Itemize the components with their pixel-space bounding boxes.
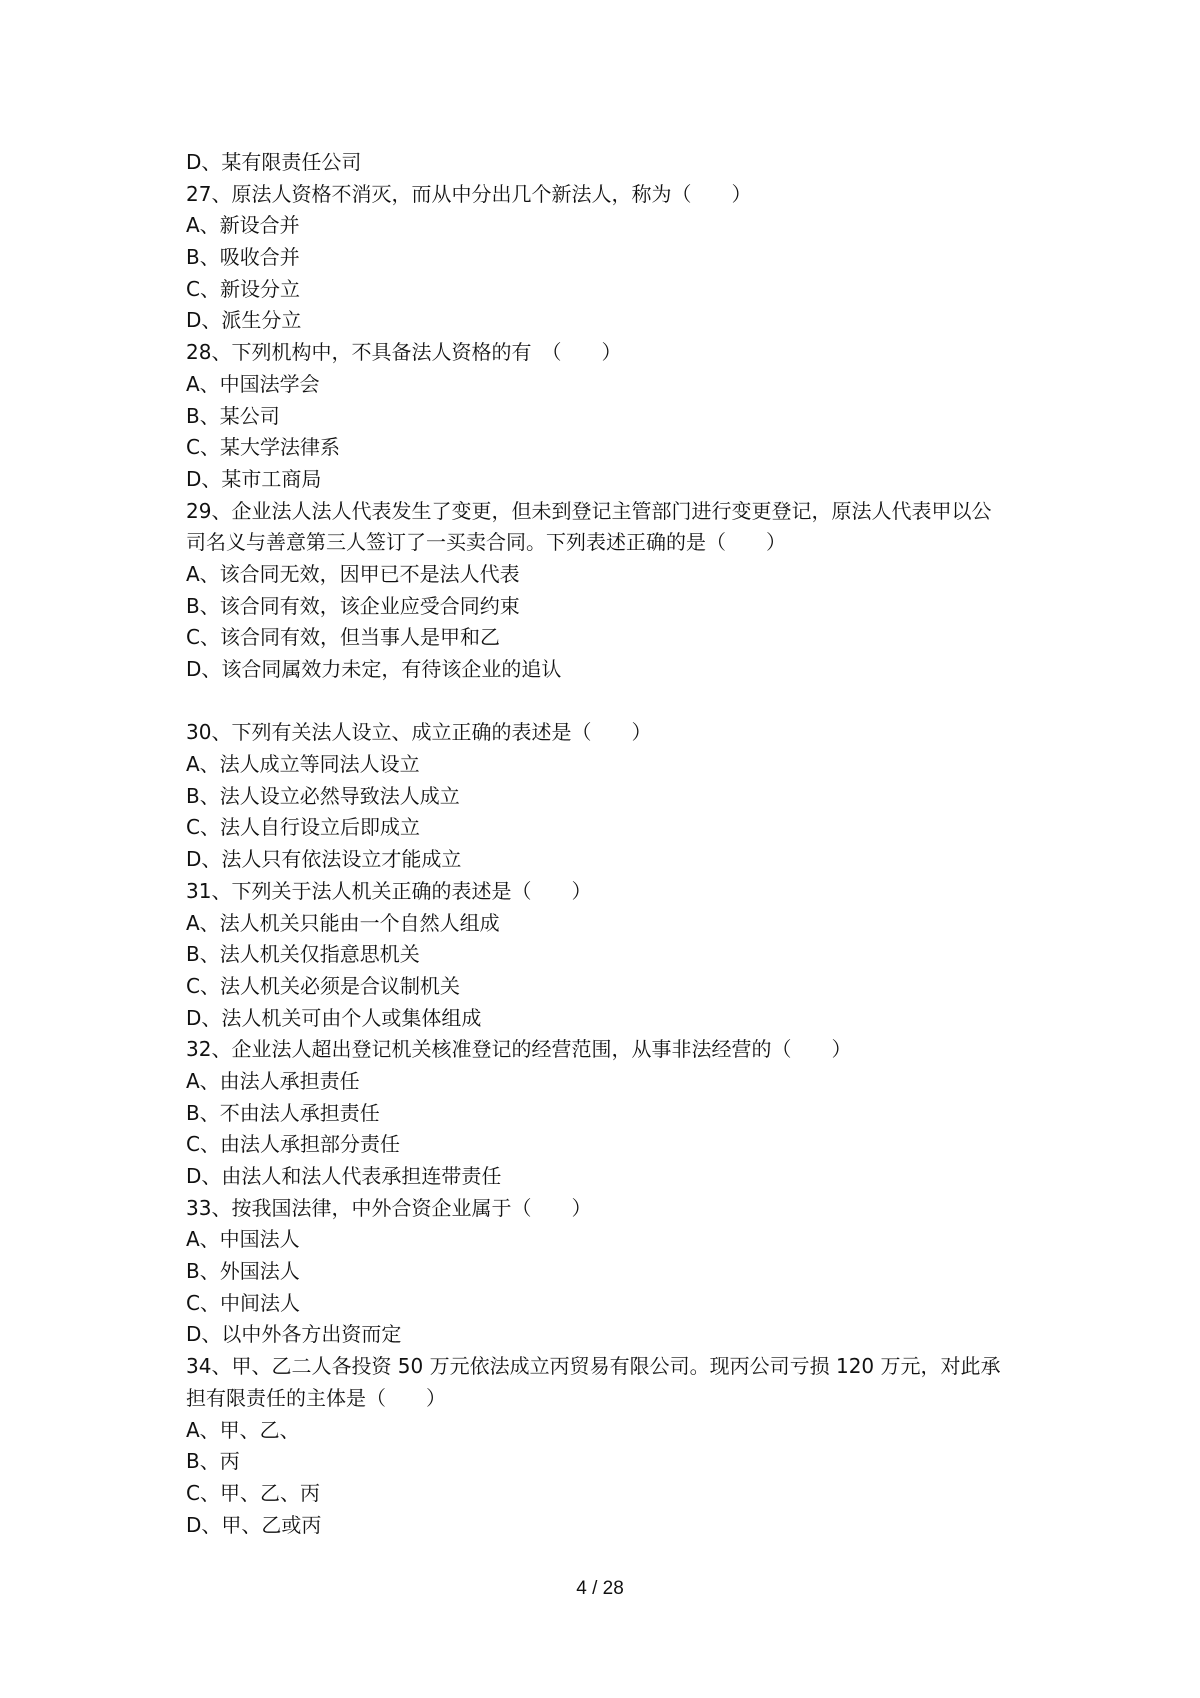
option-line: D、法人只有依法设立才能成立 bbox=[186, 847, 462, 872]
option-line: C、甲、乙、丙 bbox=[186, 1480, 320, 1505]
option-line: B、外国法人 bbox=[186, 1259, 300, 1284]
question-line: 30、下列有关法人设立、成立正确的表述是（ ） bbox=[186, 720, 652, 745]
option-line: D、由法人和法人代表承担连带责任 bbox=[186, 1164, 502, 1188]
option-line: A、法人成立等同法人设立 bbox=[186, 752, 420, 777]
question-line: 31、下列关于法人机关正确的表述是（ ） bbox=[186, 878, 592, 903]
option-line: B、法人机关仅指意思机关 bbox=[186, 942, 420, 967]
option-line: C、某大学法律系 bbox=[186, 435, 340, 460]
option-line: B、丙 bbox=[186, 1449, 240, 1474]
option-line: D、派生分立 bbox=[186, 308, 302, 333]
option-line: D、某市工商局 bbox=[186, 466, 322, 491]
option-line: C、该合同有效，但当事人是甲和乙 bbox=[186, 625, 500, 650]
option-line: A、中国法人 bbox=[186, 1227, 300, 1252]
question-line: 33、按我国法律，中外合资企业属于（ ） bbox=[186, 1195, 592, 1220]
document-body bbox=[186, 147, 1026, 1541]
blank-line bbox=[186, 686, 1026, 718]
question-line-continued: 担有限责任的主体是（ ） bbox=[186, 1385, 446, 1410]
page-number: 4 / 28 bbox=[576, 1578, 624, 1599]
question-line: 32、企业法人超出登记机关核准登记的经营范围，从事非法经营的（ ） bbox=[186, 1037, 852, 1062]
option-line: D、某有限责任公司 bbox=[186, 150, 362, 174]
option-line: C、由法人承担部分责任 bbox=[186, 1132, 400, 1157]
option-line: A、该合同无效，因甲已不是法人代表 bbox=[186, 561, 520, 586]
question-line: 34、甲、乙二人各投资 50 万元依法成立丙贸易有限公司。现丙公司亏损 120 万元，对此承 bbox=[186, 1354, 1001, 1379]
question-line-continued: 司名义与善意第三人签订了一买卖合同。下列表述正确的是（ ） bbox=[186, 530, 786, 555]
option-line: B、法人设立必然导致法人成立 bbox=[186, 783, 460, 808]
option-line: B、某公司 bbox=[186, 403, 280, 428]
option-line: A、甲、乙、 bbox=[186, 1417, 300, 1442]
option-line: B、吸收合并 bbox=[186, 245, 300, 270]
question-line: 27、原法人资格不消灭，而从中分出几个新法人，称为（ ） bbox=[186, 181, 752, 206]
option-line: A、中国法学会 bbox=[186, 371, 320, 396]
option-line: C、法人自行设立后即成立 bbox=[186, 815, 420, 840]
option-line: D、该合同属效力未定，有待该企业的追认 bbox=[186, 657, 562, 681]
option-line: D、甲、乙或丙 bbox=[186, 1512, 322, 1537]
question-line: 28、下列机构中，不具备法人资格的有 （ ） bbox=[186, 340, 622, 365]
option-line: D、以中外各方出资而定 bbox=[186, 1322, 402, 1347]
option-line: A、新设合并 bbox=[186, 213, 300, 238]
option-line: C、法人机关必须是合议制机关 bbox=[186, 973, 460, 998]
option-line: B、该合同有效，该企业应受合同约束 bbox=[186, 593, 520, 618]
option-line: C、新设分立 bbox=[186, 276, 300, 301]
option-line: B、不由法人承担责任 bbox=[186, 1100, 380, 1125]
question-line: 29、企业法人法人代表发生了变更，但未到登记主管部门进行变更登记，原法人代表甲以公 bbox=[186, 498, 992, 523]
option-line: D、法人机关可由个人或集体组成 bbox=[186, 1005, 482, 1030]
option-line: C、中间法人 bbox=[186, 1290, 300, 1315]
option-line: A、法人机关只能由一个自然人组成 bbox=[186, 910, 500, 935]
option-line: A、由法人承担责任 bbox=[186, 1068, 360, 1093]
